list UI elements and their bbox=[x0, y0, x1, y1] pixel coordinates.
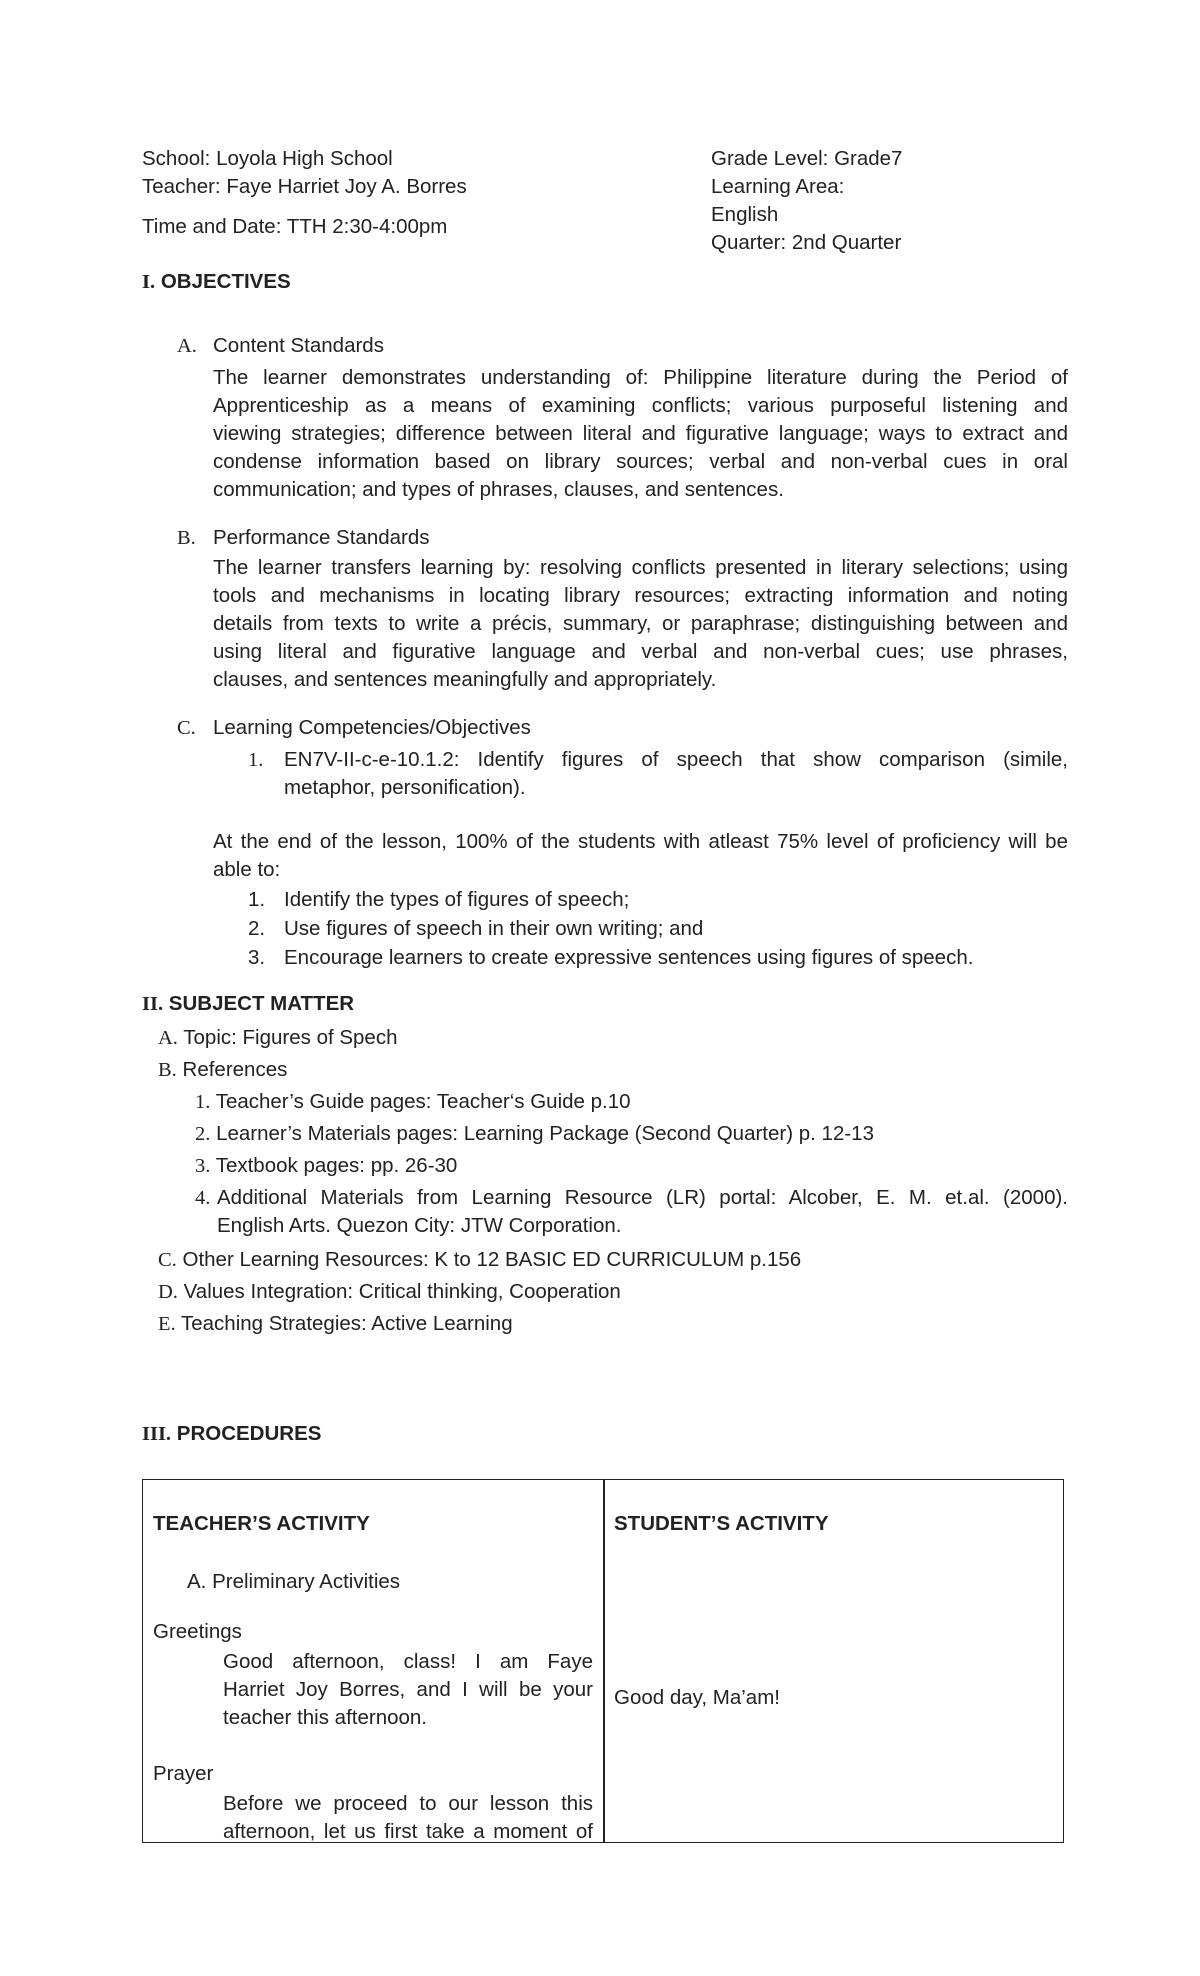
procedures-table bbox=[142, 1479, 1064, 1843]
content-standards-paragraph bbox=[213, 364, 1068, 504]
learning-area-label: Learning Area: bbox=[711, 175, 845, 198]
quarter-line: Quarter: 2nd Quarter bbox=[711, 231, 902, 254]
objectives-number: I. bbox=[142, 271, 156, 293]
preliminary-activities: A. Preliminary Activities bbox=[187, 1570, 401, 1593]
paragraph-line: tools and mechanisms in locating library resources; extracting information and noting bbox=[213, 584, 1068, 607]
teacher-line: Teacher: Faye Harriet Joy A. Borres bbox=[142, 175, 467, 198]
objectives-title: OBJECTIVES bbox=[160, 270, 291, 293]
prayer-label: Prayer bbox=[153, 1762, 214, 1785]
learning-area-value: English bbox=[711, 203, 779, 226]
procedures-number: III. bbox=[142, 1423, 172, 1445]
goals-list bbox=[248, 886, 1068, 973]
topic-line: A. Topic: Figures of Spech bbox=[158, 1026, 398, 1049]
time-date-line: Time and Date: TTH 2:30-4:00pm bbox=[142, 215, 448, 238]
paragraph-line: able to: bbox=[213, 858, 281, 881]
reference-item: 1. Teacher’s Guide pages: Teacher‘s Guide p.10 bbox=[195, 1090, 631, 1113]
paragraph-line: condense information based on library sources; verbal and non-verbal cues in oral bbox=[213, 450, 1068, 473]
paragraph-line: Before we proceed to our lesson this bbox=[223, 1792, 593, 1815]
subject-matter-heading bbox=[142, 992, 354, 1016]
reference-item: 2. Learner’s Materials pages: Learning Package (Second Quarter) p. 12-13 bbox=[195, 1122, 874, 1145]
references-line: B. References bbox=[158, 1058, 288, 1081]
column-divider bbox=[603, 1480, 605, 1842]
procedures-title: PROCEDURES bbox=[176, 1422, 322, 1445]
subject-matter-number: II. bbox=[142, 993, 164, 1015]
paragraph-line: Apprenticeship as a means of examining conflicts; various purposeful listening and bbox=[213, 394, 1068, 417]
paragraph-line: communication; and types of phrases, clauses, and sentences. bbox=[213, 478, 784, 501]
header-right bbox=[711, 145, 971, 257]
other-resources-line: C. Other Learning Resources: K to 12 BASIC ED CURRICULUM p.156 bbox=[158, 1248, 802, 1271]
competencies-label-row bbox=[177, 714, 531, 742]
competency-intro bbox=[213, 828, 1068, 884]
paragraph-line: The learner demonstrates understanding of: Philippine literature during the Period of bbox=[213, 366, 1068, 389]
paragraph-line: English Arts. Quezon City: JTW Corporation. bbox=[217, 1214, 622, 1237]
paragraph-line: viewing strategies; difference between literal and figurative language; ways to extract and bbox=[213, 422, 1068, 445]
paragraph-line: At the end of the lesson, 100% of the students with atleast 75% level of proficiency will be bbox=[213, 830, 1068, 853]
greetings-label: Greetings bbox=[153, 1620, 242, 1643]
list-item: 1. Identify the types of figures of speech; bbox=[248, 888, 630, 911]
values-line: D. Values Integration: Critical thinking, Cooperation bbox=[158, 1280, 621, 1303]
performance-standards-paragraph bbox=[213, 554, 1068, 694]
reference-item-number: 4. bbox=[195, 1187, 211, 1209]
greetings-text bbox=[223, 1648, 593, 1732]
school-line: School: Loyola High School bbox=[142, 147, 393, 170]
reference-item-text bbox=[217, 1184, 1068, 1240]
competencies-label: Learning Competencies/Objectives bbox=[213, 716, 531, 739]
procedures-heading bbox=[142, 1422, 321, 1446]
performance-standards-label: Performance Standards bbox=[213, 526, 430, 549]
content-standards-label: Content Standards bbox=[213, 334, 384, 357]
paragraph-line: Good afternoon, class! I am Faye bbox=[223, 1650, 593, 1673]
content-standards-label-row bbox=[177, 332, 384, 360]
content-standards-letter: A. bbox=[177, 335, 197, 357]
list-item: 3. Encourage learners to create expressive sentences using figures of speech. bbox=[248, 946, 974, 969]
paragraph-line: The learner transfers learning by: resolving conflicts presented in literary selections; using bbox=[213, 556, 1068, 579]
competency-item-number: 1. bbox=[248, 749, 264, 771]
student-reply: Good day, Ma’am! bbox=[614, 1686, 780, 1709]
list-item: 2. Use figures of speech in their own writing; and bbox=[248, 917, 704, 940]
teacher-activity-header: TEACHER’S ACTIVITY bbox=[153, 1512, 370, 1535]
header-left bbox=[142, 145, 662, 241]
grade-level-line: Grade Level: Grade7 bbox=[711, 147, 903, 170]
competencies-letter: C. bbox=[177, 717, 196, 739]
performance-standards-letter: B. bbox=[177, 527, 196, 549]
performance-standards-label-row bbox=[177, 524, 430, 552]
paragraph-line: clauses, and sentences meaningfully and appropriately. bbox=[213, 668, 717, 691]
prayer-text bbox=[223, 1790, 593, 1846]
paragraph-line: Additional Materials from Learning Resource (LR) portal: Alcober, E. M. et.al. (2000). bbox=[217, 1186, 1068, 1209]
student-activity-header: STUDENT’S ACTIVITY bbox=[614, 1512, 829, 1535]
objectives-heading bbox=[142, 270, 291, 294]
paragraph-line: using literal and figurative language and verbal and non-verbal cues; use phrases, bbox=[213, 640, 1068, 663]
reference-item: 3. Textbook pages: pp. 26-30 bbox=[195, 1154, 458, 1177]
subject-matter-title: SUBJECT MATTER bbox=[168, 992, 355, 1015]
paragraph-line: EN7V-II-c-e-10.1.2: Identify figures of speech that show comparison (simile, bbox=[284, 748, 1068, 771]
paragraph-line: metaphor, personification). bbox=[284, 776, 526, 799]
paragraph-line: Harriet Joy Borres, and I will be your bbox=[223, 1678, 593, 1701]
competency-item-text bbox=[284, 746, 1068, 802]
paragraph-line: afternoon, let us first take a moment of bbox=[223, 1820, 593, 1843]
strategies-line: E. Teaching Strategies: Active Learning bbox=[158, 1312, 513, 1335]
paragraph-line: teacher this afternoon. bbox=[223, 1706, 427, 1729]
paragraph-line: details from texts to write a précis, summary, or paraphrase; distinguishing between and bbox=[213, 612, 1068, 635]
